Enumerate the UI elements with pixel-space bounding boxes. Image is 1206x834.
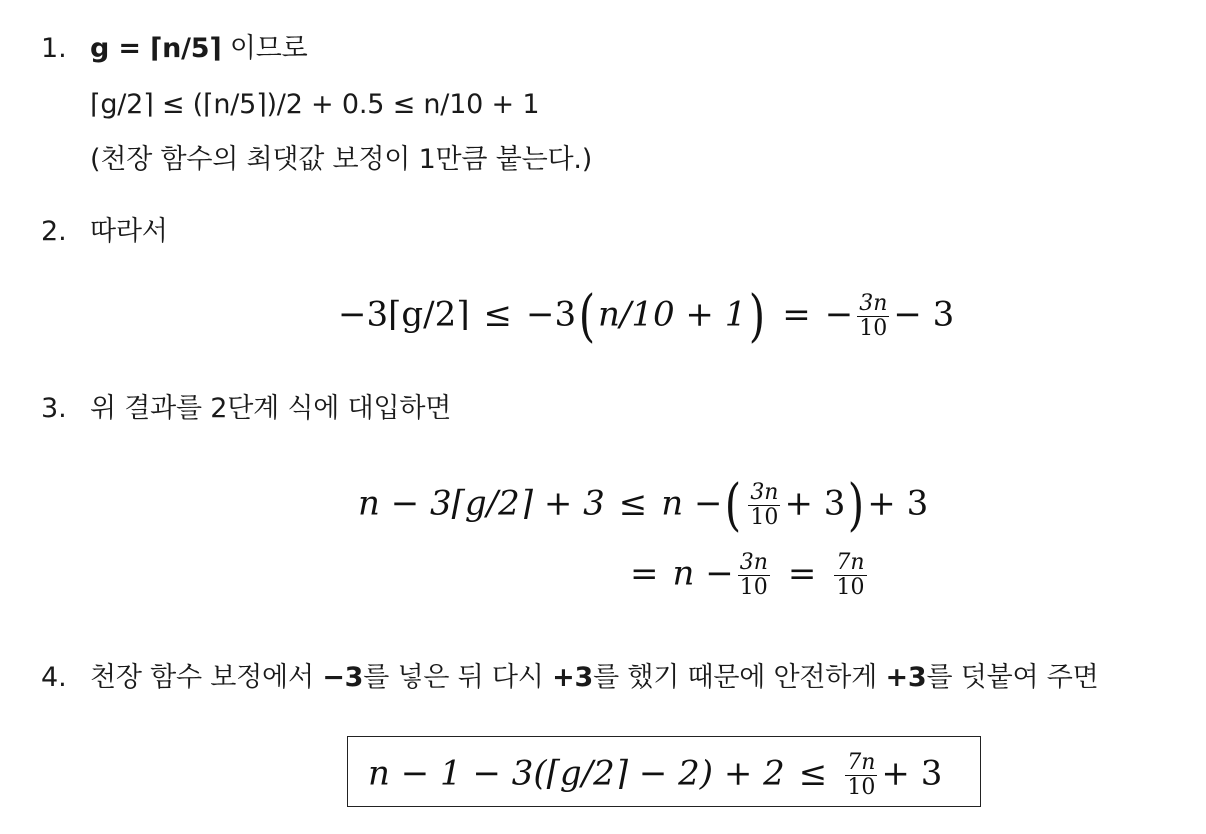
eq1-rel-eq: = bbox=[782, 294, 811, 335]
eq2-r1-a: n − bbox=[661, 483, 723, 524]
eq2-open-paren: ( bbox=[725, 472, 742, 538]
eq1-frac-den: 10 bbox=[859, 316, 888, 341]
eq2-r2-frac-den: 10 bbox=[739, 575, 768, 600]
eq1-fraction bbox=[857, 293, 889, 340]
step-4-bold-1: −3 bbox=[322, 662, 364, 693]
eq2-r2-fraction-2 bbox=[834, 552, 866, 599]
step-4-bold-3: +3 bbox=[885, 662, 927, 693]
eq2-r2-frac-num: 3n bbox=[739, 550, 768, 575]
eq2-lhs: n − 3⌈g/2⌉ + 3 bbox=[358, 483, 605, 524]
eq2-r2-frac2-den: 10 bbox=[836, 575, 865, 600]
eq1-close-paren: ) bbox=[749, 283, 766, 349]
step-1-inequality: ⌈g/2⌉ ≤ (⌈n/5⌉)/2 + 0.5 ≤ n/10 + 1 bbox=[90, 89, 540, 120]
final-rel-le: ≤ bbox=[798, 753, 828, 794]
equation-1 bbox=[338, 283, 955, 349]
final-frac-den: 10 bbox=[847, 775, 876, 800]
step-4-text bbox=[90, 661, 1099, 695]
equation-2-row-1 bbox=[358, 472, 929, 538]
step-1-expression: g = ⌈n/5⌉ bbox=[90, 33, 222, 64]
step-1-suffix: 이므로 bbox=[221, 33, 308, 64]
eq1-mid-inner: n/10 + 1 bbox=[598, 294, 747, 335]
step-4-part-3: 를 했기 때문에 안전하게 bbox=[593, 662, 886, 693]
eq1-mid-coef: −3 bbox=[526, 294, 577, 335]
eq1-open-paren: ( bbox=[578, 283, 596, 349]
final-frac-num: 7n bbox=[847, 750, 876, 775]
final-equation bbox=[368, 752, 942, 799]
eq2-rel-eq-2: = bbox=[787, 553, 817, 594]
step-number-2: 2. bbox=[41, 216, 67, 247]
eq1-lhs: −3⌈g/2⌉ bbox=[338, 294, 470, 335]
step-4-part-1: 천장 함수 보정에서 bbox=[90, 662, 323, 693]
eq2-r1-frac-den: 10 bbox=[750, 505, 779, 530]
step-2-text: 따라서 bbox=[90, 216, 168, 247]
eq2-r1-fraction bbox=[748, 482, 780, 529]
eq2-r1-c: + 3 bbox=[867, 483, 929, 524]
eq2-r2-fraction bbox=[738, 552, 770, 599]
eq2-r2-frac2-num: 7n bbox=[836, 550, 865, 575]
eq2-r1-b: + 3 bbox=[784, 483, 846, 524]
eq2-r1-frac-num: 3n bbox=[750, 480, 779, 505]
eq1-rel-le: ≤ bbox=[483, 294, 513, 335]
eq2-rel-eq-1: = bbox=[630, 553, 659, 594]
final-fraction bbox=[845, 752, 877, 799]
step-number-3: 3. bbox=[41, 393, 67, 424]
step-1-note: (천장 함수의 최댓값 보정이 1만큼 붙는다.) bbox=[90, 144, 593, 175]
step-number-1: 1. bbox=[41, 33, 67, 64]
step-number-4: 4. bbox=[41, 662, 67, 693]
step-4-part-4: 를 덧붙여 주면 bbox=[926, 662, 1099, 693]
eq1-rhs-tail: − 3 bbox=[893, 294, 955, 335]
step-4-part-2: 를 넣은 뒤 다시 bbox=[363, 662, 553, 693]
eq2-rel-le: ≤ bbox=[618, 483, 648, 524]
final-lhs: n − 1 − 3(⌈g/2⌉ − 2) + 2 bbox=[368, 753, 785, 794]
step-3-text: 위 결과를 2단계 식에 대입하면 bbox=[90, 393, 452, 424]
equation-2-row-2 bbox=[630, 552, 871, 599]
eq1-rhs-sign: − bbox=[824, 294, 854, 335]
eq1-frac-num: 3n bbox=[859, 291, 888, 316]
final-tail: + 3 bbox=[881, 753, 943, 794]
eq2-r2-a: n − bbox=[672, 553, 734, 594]
eq2-close-paren: ) bbox=[848, 472, 865, 538]
step-1-heading bbox=[90, 32, 308, 66]
step-4-bold-2: +3 bbox=[552, 662, 594, 693]
